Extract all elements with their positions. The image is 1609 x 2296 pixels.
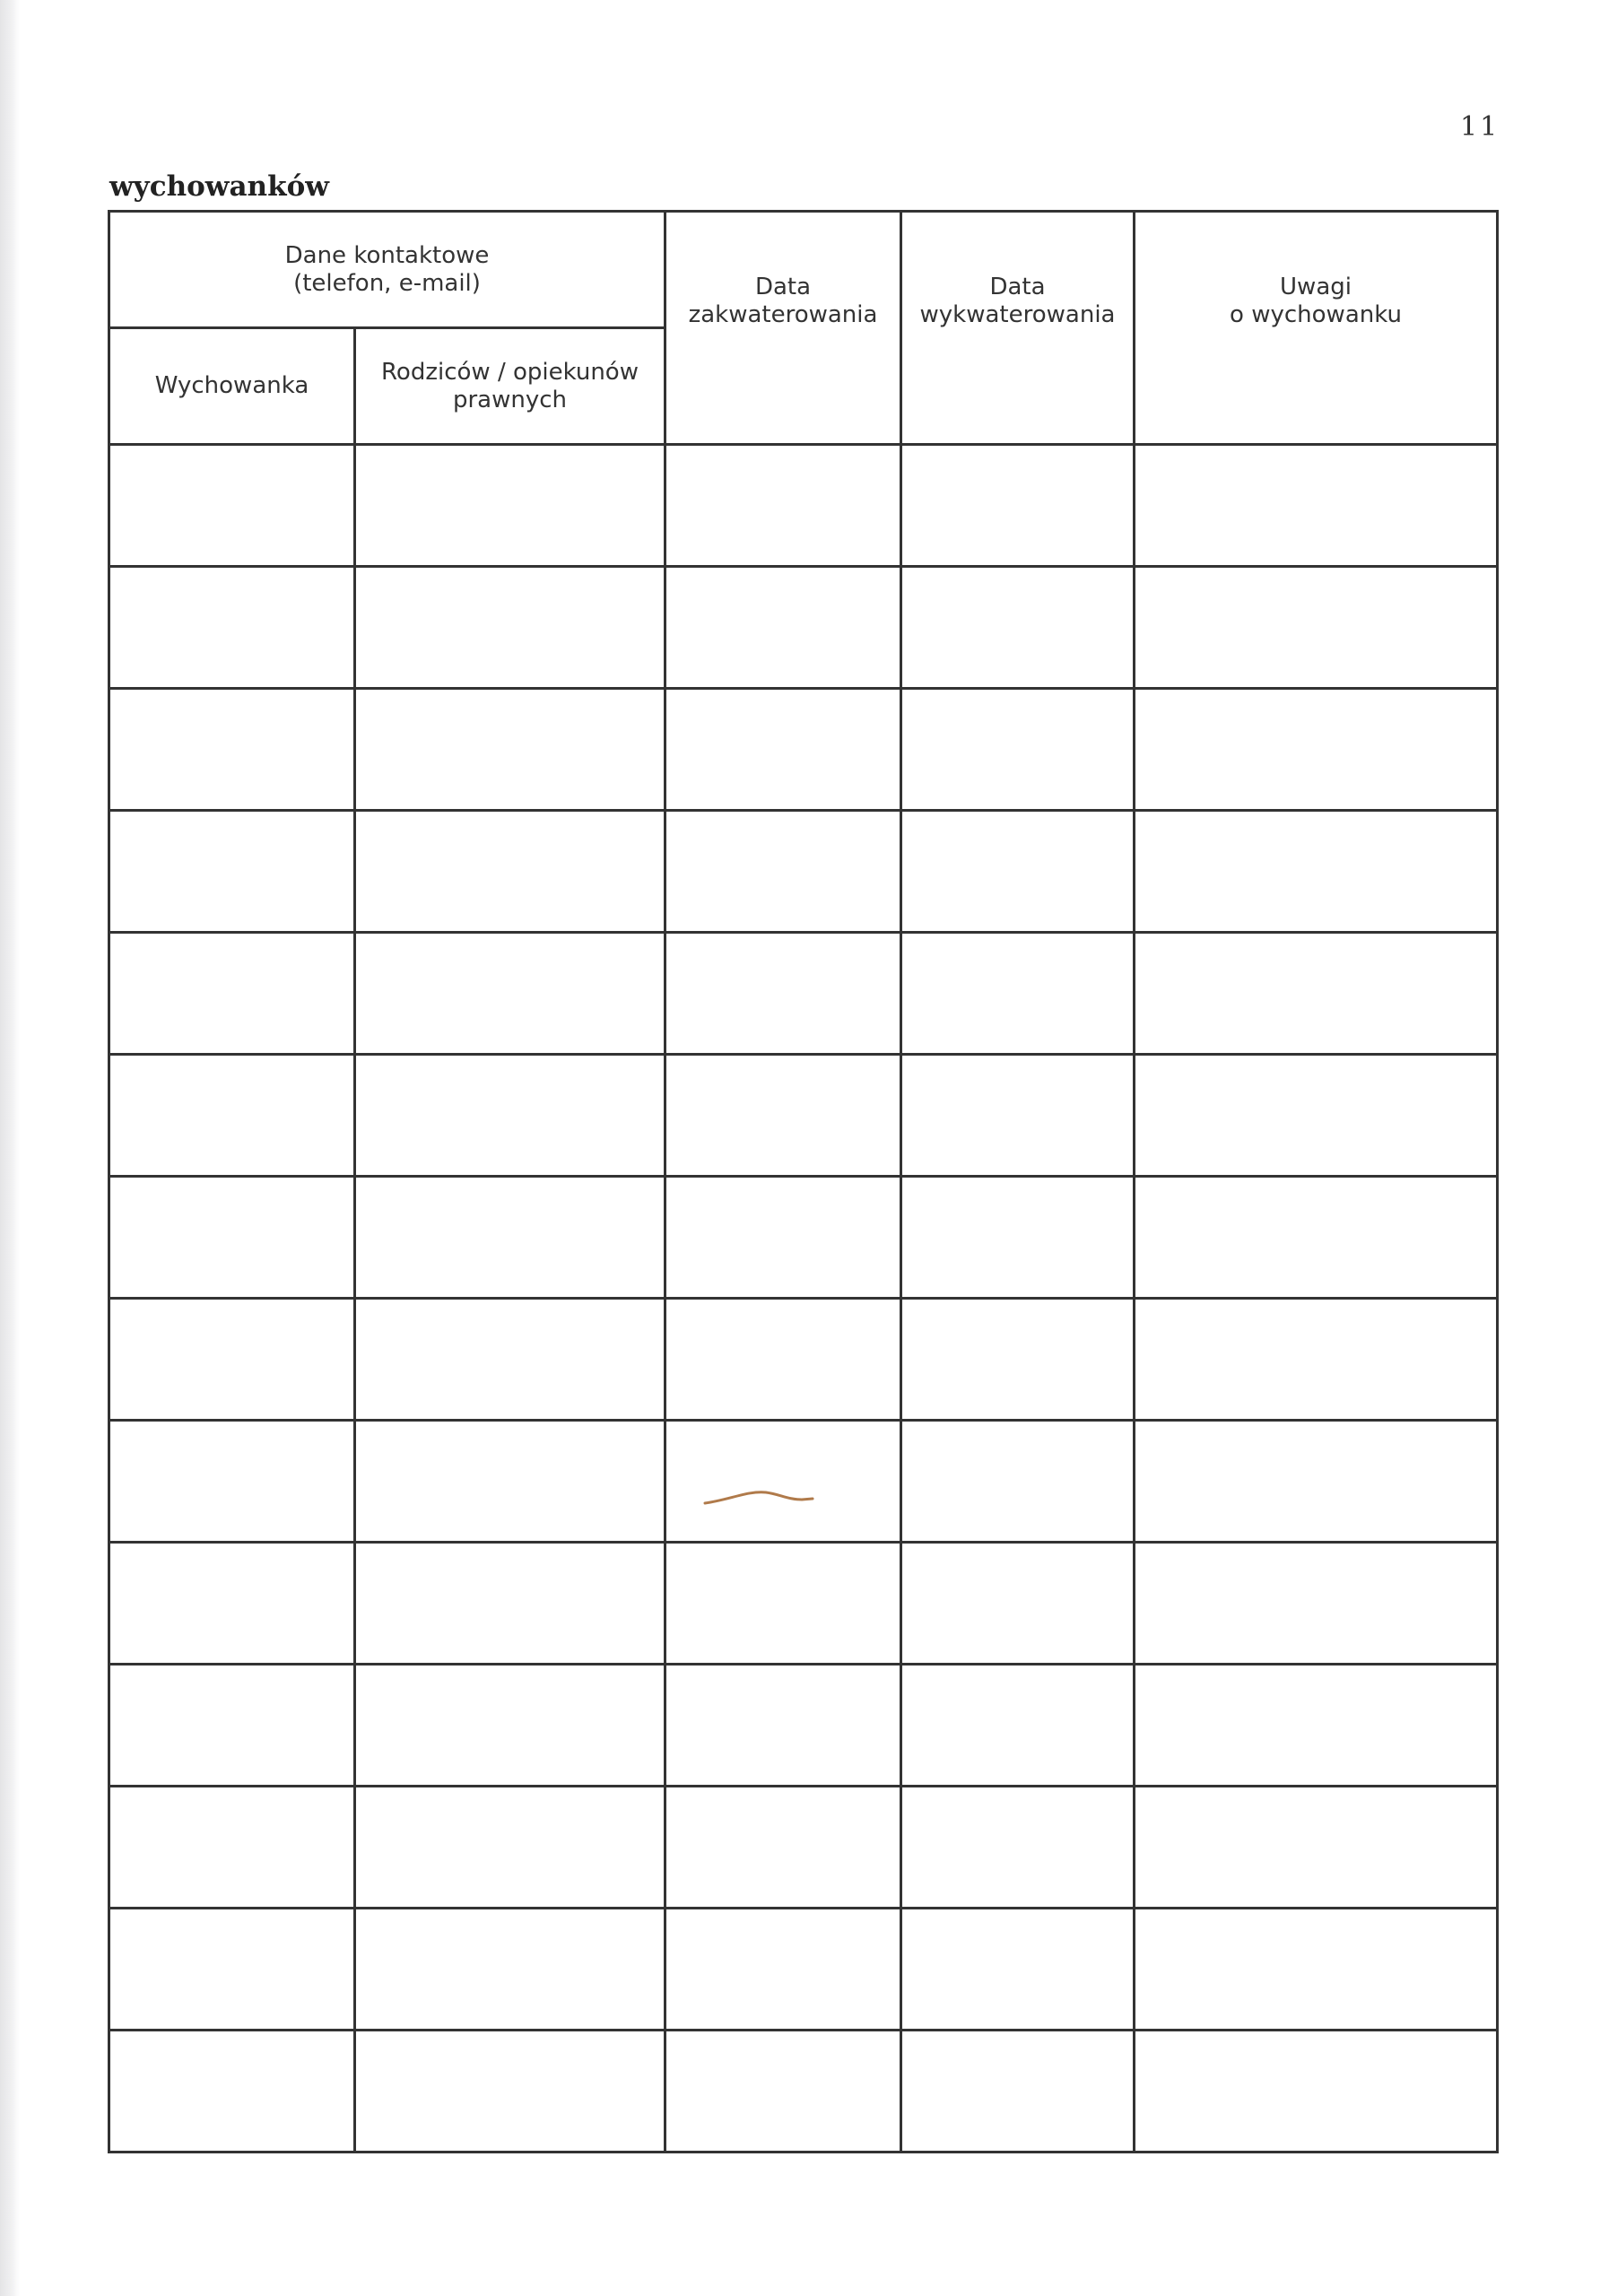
cell-parents-contact[interactable] <box>355 1055 665 1177</box>
cell-check-in-date[interactable] <box>665 1787 901 1909</box>
header-notes-label: Uwagi o wychowanku <box>1230 273 1402 328</box>
cell-notes[interactable] <box>1135 1055 1498 1177</box>
cell-check-out-date[interactable] <box>901 689 1135 811</box>
cell-parents-contact[interactable] <box>355 933 665 1055</box>
cell-notes[interactable] <box>1135 2031 1498 2152</box>
cell-notes[interactable] <box>1135 445 1498 567</box>
table-row <box>109 1299 1498 1421</box>
cell-check-in-date[interactable] <box>665 567 901 689</box>
cell-check-out-date[interactable] <box>901 567 1135 689</box>
page-edge-shadow <box>0 0 20 2296</box>
cell-ward-contact[interactable] <box>109 1665 355 1787</box>
table-row <box>109 1787 1498 1909</box>
cell-check-out-date[interactable] <box>901 1299 1135 1421</box>
cell-ward-contact[interactable] <box>109 1177 355 1299</box>
header-check-out-date-label: Data wykwaterowania <box>919 273 1116 328</box>
table-row <box>109 689 1498 811</box>
cell-check-out-date[interactable] <box>901 1543 1135 1665</box>
cell-notes[interactable] <box>1135 1787 1498 1909</box>
cell-ward-contact[interactable] <box>109 1909 355 2031</box>
cell-ward-contact[interactable] <box>109 933 355 1055</box>
cell-notes[interactable] <box>1135 811 1498 933</box>
cell-notes[interactable] <box>1135 1665 1498 1787</box>
cell-notes[interactable] <box>1135 1177 1498 1299</box>
cell-notes[interactable] <box>1135 1421 1498 1543</box>
table-row <box>109 1543 1498 1665</box>
cell-parents-contact[interactable] <box>355 1909 665 2031</box>
header-check-in-date-label: Data zakwaterowania <box>688 273 878 328</box>
table-row <box>109 2031 1498 2152</box>
cell-check-in-date[interactable] <box>665 1421 901 1543</box>
cell-check-out-date[interactable] <box>901 1787 1135 1909</box>
cell-parents-contact[interactable] <box>355 1665 665 1787</box>
cell-check-in-date[interactable] <box>665 1543 901 1665</box>
cell-check-in-date[interactable] <box>665 1055 901 1177</box>
cell-check-in-date[interactable] <box>665 689 901 811</box>
cell-ward-contact[interactable] <box>109 1543 355 1665</box>
cell-parents-contact[interactable] <box>355 1421 665 1543</box>
pen-stroke-mark <box>703 1483 814 1510</box>
cell-parents-contact[interactable] <box>355 1543 665 1665</box>
cell-parents-contact[interactable] <box>355 1787 665 1909</box>
header-parents-contact-label: Rodziców / opiekunów prawnych <box>381 358 639 413</box>
cell-ward-contact[interactable] <box>109 1055 355 1177</box>
header-contact-details <box>109 212 665 328</box>
cell-ward-contact[interactable] <box>109 811 355 933</box>
table-row <box>109 1177 1498 1299</box>
cell-check-out-date[interactable] <box>901 1055 1135 1177</box>
header-notes <box>1135 212 1498 445</box>
wards-register-table <box>108 210 1499 2153</box>
table-row <box>109 1055 1498 1177</box>
cell-ward-contact[interactable] <box>109 1787 355 1909</box>
cell-ward-contact[interactable] <box>109 1421 355 1543</box>
cell-check-out-date[interactable] <box>901 933 1135 1055</box>
cell-parents-contact[interactable] <box>355 2031 665 2152</box>
cell-ward-contact[interactable] <box>109 689 355 811</box>
cell-check-out-date[interactable] <box>901 2031 1135 2152</box>
cell-check-in-date[interactable] <box>665 811 901 933</box>
cell-check-in-date[interactable] <box>665 1177 901 1299</box>
header-contact-details-label: Dane kontaktowe (telefon, e-mail) <box>284 241 490 297</box>
table-row <box>109 811 1498 933</box>
table-row <box>109 445 1498 567</box>
cell-ward-contact[interactable] <box>109 567 355 689</box>
cell-notes[interactable] <box>1135 933 1498 1055</box>
cell-check-in-date[interactable] <box>665 1909 901 2031</box>
cell-ward-contact[interactable] <box>109 1299 355 1421</box>
cell-parents-contact[interactable] <box>355 811 665 933</box>
cell-check-out-date[interactable] <box>901 1421 1135 1543</box>
table-row <box>109 1909 1498 2031</box>
cell-parents-contact[interactable] <box>355 689 665 811</box>
cell-check-out-date[interactable] <box>901 1909 1135 2031</box>
table-row <box>109 1421 1498 1543</box>
cell-ward-contact[interactable] <box>109 445 355 567</box>
table-row <box>109 567 1498 689</box>
cell-parents-contact[interactable] <box>355 445 665 567</box>
cell-parents-contact[interactable] <box>355 567 665 689</box>
cell-notes[interactable] <box>1135 1909 1498 2031</box>
cell-notes[interactable] <box>1135 1543 1498 1665</box>
register-body <box>109 445 1498 2152</box>
cell-check-in-date[interactable] <box>665 445 901 567</box>
cell-parents-contact[interactable] <box>355 1299 665 1421</box>
header-check-in-date <box>665 212 901 445</box>
cell-check-out-date[interactable] <box>901 1665 1135 1787</box>
cell-notes[interactable] <box>1135 567 1498 689</box>
cell-notes[interactable] <box>1135 689 1498 811</box>
cell-check-out-date[interactable] <box>901 445 1135 567</box>
cell-check-in-date[interactable] <box>665 933 901 1055</box>
cell-check-out-date[interactable] <box>901 1177 1135 1299</box>
header-parents-contact <box>355 328 665 445</box>
header-ward-contact <box>109 328 355 445</box>
cell-check-in-date[interactable] <box>665 1665 901 1787</box>
table-row <box>109 1665 1498 1787</box>
section-title: wychowanków <box>109 170 329 203</box>
header-check-out-date <box>901 212 1135 445</box>
page-number: 11 <box>1460 111 1500 143</box>
cell-check-out-date[interactable] <box>901 811 1135 933</box>
table-row <box>109 933 1498 1055</box>
cell-notes[interactable] <box>1135 1299 1498 1421</box>
cell-check-in-date[interactable] <box>665 2031 901 2152</box>
cell-parents-contact[interactable] <box>355 1177 665 1299</box>
header-ward-contact-label: Wychowanka <box>154 372 309 399</box>
cell-check-in-date[interactable] <box>665 1299 901 1421</box>
cell-ward-contact[interactable] <box>109 2031 355 2152</box>
